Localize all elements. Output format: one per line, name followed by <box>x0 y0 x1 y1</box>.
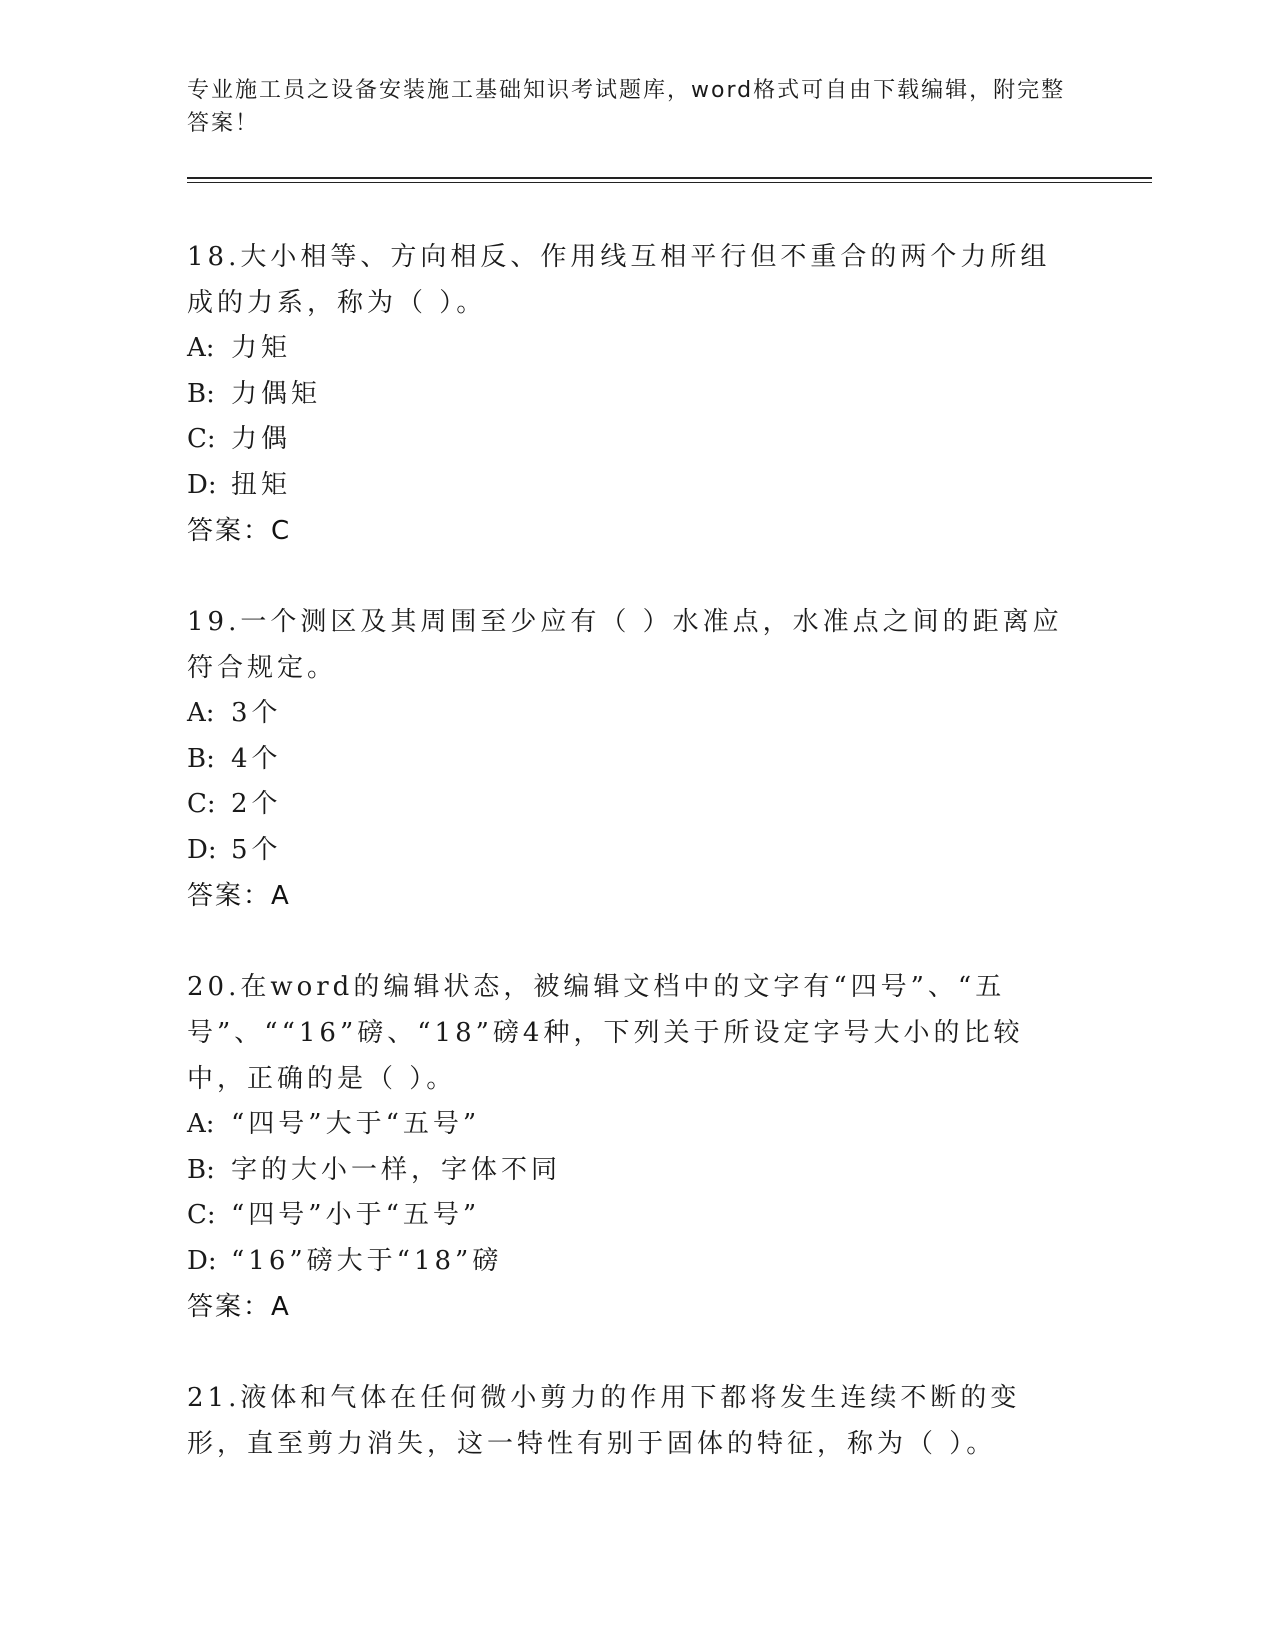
option-b <box>187 1148 1077 1194</box>
answer-line: 答案：A <box>187 881 291 911</box>
option-letter: C: <box>187 1200 216 1230</box>
option-text: 力偶 <box>231 424 292 454</box>
option-letter: C: <box>187 424 216 454</box>
option-letter: A: <box>187 1109 215 1139</box>
option-letter: A: <box>187 333 215 363</box>
question-19 <box>187 599 1077 919</box>
option-c <box>187 1193 1077 1239</box>
option-letter: B: <box>187 1154 215 1185</box>
option-a <box>187 326 1077 372</box>
option-d <box>187 828 1077 874</box>
header-divider-thin <box>187 182 1152 183</box>
question-21 <box>187 1375 1077 1467</box>
option-text: 力偶矩 <box>231 378 322 409</box>
option-a <box>187 691 1077 737</box>
question-stem: 19.一个测区及其周围至少应有（ ）水准点，水准点之间的距离应符合规定。 <box>187 607 1063 683</box>
option-text: 5个 <box>231 834 282 865</box>
option-letter: D: <box>187 834 217 865</box>
option-a <box>187 1102 1077 1148</box>
question-stem: 18.大小相等、方向相反、作用线互相平行但不重合的两个力所组成的力系，称为（ ）。 <box>187 242 1051 318</box>
option-text: 4个 <box>231 743 282 774</box>
option-b <box>187 737 1077 783</box>
option-letter: B: <box>187 743 215 774</box>
option-text: 力矩 <box>231 333 292 363</box>
option-text: “四号”大于“五号” <box>231 1109 481 1139</box>
option-letter: D: <box>187 469 217 500</box>
question-18 <box>187 234 1077 554</box>
answer-line: 答案：C <box>187 516 292 546</box>
option-text: 扭矩 <box>231 469 292 500</box>
option-c <box>187 782 1077 828</box>
option-text: 2个 <box>231 789 282 819</box>
option-letter: A: <box>187 698 215 728</box>
document-header: 专业施工员之设备安装施工基础知识考试题库，word格式可自由下载编辑，附完整答案！ <box>187 78 1066 136</box>
answer-line: 答案：A <box>187 1292 291 1322</box>
option-text: 字的大小一样，字体不同 <box>231 1154 562 1185</box>
header-divider-thick <box>187 177 1152 179</box>
option-text: “16”磅大于“18”磅 <box>231 1245 503 1276</box>
question-stem: 20.在word的编辑状态，被编辑文档中的文字有“四号”、“五号”、““16”磅、“18”磅4种，下列关于所设定字号大小的比较中，正确的是（ ）。 <box>187 972 1024 1094</box>
option-letter: C: <box>187 789 216 819</box>
option-letter: B: <box>187 378 215 409</box>
question-20 <box>187 964 1077 1330</box>
option-d <box>187 463 1077 509</box>
option-text: 3个 <box>231 698 282 728</box>
option-letter: D: <box>187 1245 217 1276</box>
question-stem: 21.液体和气体在任何微小剪力的作用下都将发生连续不断的变形，直至剪力消失，这一特性有别于固体的特征，称为（ ）。 <box>187 1383 1021 1459</box>
option-c <box>187 417 1077 463</box>
option-b <box>187 372 1077 418</box>
option-d <box>187 1239 1077 1285</box>
option-text: “四号”小于“五号” <box>231 1200 481 1230</box>
